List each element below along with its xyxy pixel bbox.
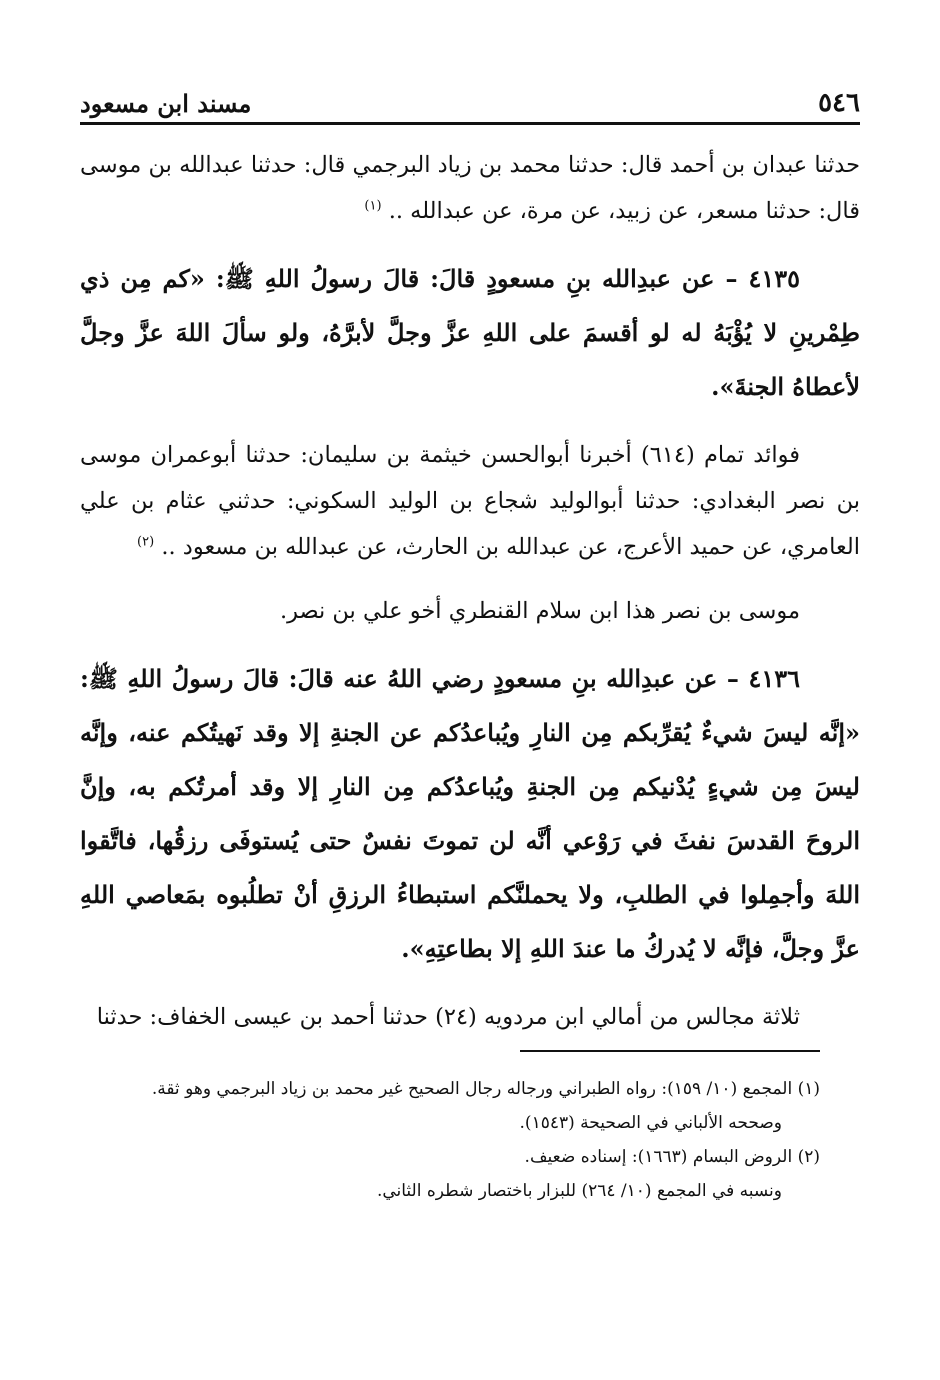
footnote-ref-2: (٢) — [137, 534, 155, 550]
page-number: ٥٤٦ — [818, 88, 860, 118]
isnad-paragraph-2 — [80, 432, 860, 570]
page-header — [80, 78, 860, 125]
hadith-4135: ٤١٣٥ – عن عبدِالله بنِ مسعودٍ قالَ: قالَ رسولُ اللهِ ﷺ: «كم مِن ذي طِمْرينِ لا يُؤْبَهُ له لو أقسمَ على اللهِ عزَّ وجلَّ لأبرَّهُ، ولو سألَ اللهَ عزَّ وجلَّ لأعطاهُ الجنةَ». — [80, 264, 860, 401]
footnote-1-continuation: وصححه الألباني في الصحيحة (١٥٤٣). — [519, 1113, 782, 1133]
isnad-text-1: حدثنا عبدان بن أحمد قال: حدثنا محمد بن زياد البرجمي قال: حدثنا عبدالله بن موسى قال: حدثنا مسعر، عن زبيد، عن مرة، عن عبدالله .. — [80, 152, 860, 224]
hadith-4136: ٤١٣٦ – عن عبدِالله بنِ مسعودٍ رضي اللهُ عنه قالَ: قالَ رسولُ اللهِ ﷺ: «إنَّه ليسَ شيءٌ يُقرِّبكم مِن النارِ ويُباعدُكم عن الجنةِ إلا وقد نَهيتُكم عنه، وإنَّه ليسَ مِن شيءٍ يُدْنيكم مِن الجنةِ ويُباعدُكم مِن النارِ إلا وقد أمرتُكم به، وإنَّ الروحَ القدسَ نفثَ في رَوْعي أنَّه لن تموتَ نفسٌ حتى يُستوفَى رزقُها، فاتَّقوا اللهَ وأجمِلوا في الطلبِ، ولا يحملنَّكم استبطاءُ الرزقِ أنْ تطلُبوه بمَعاصي اللهِ عزَّ وجلَّ، فإنَّه لا يُدركُ ما عندَ اللهِ إلا بطاعتِهِ». — [80, 664, 860, 963]
footnote-2: (٢) الروض البسام (١٦٦٣): إسناده ضعيف. — [524, 1147, 820, 1167]
isnad-paragraph-3: ثلاثة مجالس من أمالي ابن مردويه (٢٤) حدثنا أحمد بن عيسى الخفاف: حدثنا — [96, 1004, 800, 1030]
running-title: مسند ابن مسعود — [80, 89, 252, 118]
footnote-1: (١) المجمع (١٠/ ١٥٩): رواه الطبراني ورجاله رجال الصحيح غير محمد بن زياد البرجمي وهو ثقة. — [151, 1079, 820, 1099]
footnote-2-continuation: ونسبه في المجمع (١٠/ ٢٦٤) للبزار باختصار شطره الثاني. — [376, 1181, 782, 1201]
footnotes — [80, 1072, 820, 1208]
main-text — [80, 142, 860, 1058]
isnad-paragraph-1 — [80, 142, 860, 234]
footnote-separator — [520, 1050, 820, 1052]
footnote-ref-1: (١) — [364, 198, 382, 214]
isnad-text-2: فوائد تمام (٦١٤) أخبرنا أبوالحسن خيثمة بن سليمان: حدثنا أبوعمران موسى بن نصر البغدادي: حدثنا أبوالوليد شجاع بن الوليد السكوني: حدثني عثام بن علي العامري، عن حميد الأعرج، عن عبدالله بن الحارث، عن عبدالله بن مسعود .. — [80, 442, 860, 560]
narrator-note: موسى بن نصر هذا ابن سلام القنطري أخو علي بن نصر. — [279, 598, 800, 624]
